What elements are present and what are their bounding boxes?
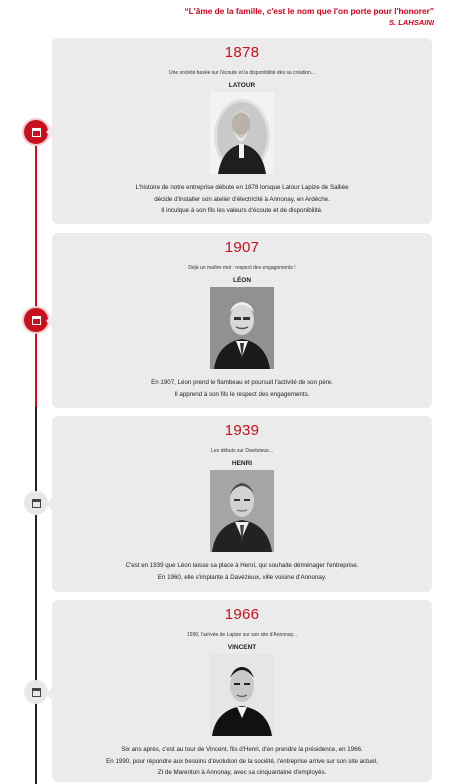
portrait-vincent (210, 654, 274, 736)
calendar-icon (32, 499, 41, 508)
description-line: L'histoire de notre entreprise débute en 1878 lorsque Latour Lapize de Salliée (135, 184, 349, 191)
card-description (52, 377, 432, 400)
description-line: Il apprend à son fils le respect des engagements. (174, 390, 310, 398)
card-person-name: HENRI (231, 460, 253, 467)
quote-author: S. LAHSAINI (388, 18, 434, 27)
card-person-name: LÉON (232, 277, 252, 284)
description-line: ZI de Marenton à Annonay, avec sa cinquantaine d'employés. (157, 769, 327, 776)
card-year: 1907 (224, 239, 260, 256)
header-quote (54, 6, 434, 28)
timeline-marker-1966 (24, 680, 48, 704)
card-description (52, 182, 432, 217)
calendar-icon (32, 688, 41, 697)
card-person-name: LATOUR (228, 82, 256, 89)
timeline-marker-1907 (24, 308, 48, 332)
description-line: C'est en 1939 que Léon laisse sa place à Henri, qui souhaite déménager l'entreprise. (125, 562, 359, 569)
timeline-card-1907 (52, 233, 432, 408)
timeline-card-1878 (52, 38, 432, 224)
card-description (52, 560, 432, 583)
card-tagline: Les débuts sur Davézieux... (211, 448, 273, 454)
timeline-marker-1939 (24, 491, 48, 515)
card-tagline: Déjà un maître-mot : respect des engagements ! (188, 265, 296, 271)
card-person-name: VINCENT (227, 644, 257, 651)
description-line: En 1907, Léon prend le flambeau et poursuit l'activité de son père. (151, 379, 333, 386)
timeline-line (35, 407, 37, 784)
description-line: En 1960, elle s'implante à Davézieux, ville voisine d'Annonay. (157, 573, 327, 581)
description-line: décide d'installer son atelier d'électricité à Annonay, en Ardèche. (154, 195, 330, 203)
timeline-line-active (35, 132, 37, 407)
card-year: 1878 (224, 44, 260, 61)
card-tagline: 1990, l'arrivée de Lapize sur son site d'Annonay... (187, 632, 297, 638)
description-line: Il inculque à son fils les valeurs d'écoute et de disponibilité. (161, 207, 323, 214)
description-line: En 1990, pour répondre aux besoins d'évolution de la société, l'entreprise arrive sur son site actuel, (106, 757, 378, 765)
calendar-icon (32, 128, 41, 137)
portrait-leon (210, 287, 274, 369)
description-line: Six ans après, c'est au tour de Vincent, fils d'Henri, d'en prendre la présidence, en 1966. (121, 746, 363, 753)
quote-text: “L'âme de la famille, c'est le nom que l'on porte pour l'honorer” (184, 6, 434, 16)
timeline-card-1939 (52, 416, 432, 592)
portrait-henri (210, 470, 274, 552)
card-year: 1939 (224, 422, 260, 439)
card-year: 1966 (224, 606, 260, 623)
card-description (52, 744, 432, 779)
card-tagline: Une société basée sur l'écoute et la disponibilité dès sa création... (168, 70, 316, 76)
calendar-icon (32, 316, 41, 325)
timeline-marker-1878 (24, 120, 48, 144)
timeline-card-1966 (52, 600, 432, 782)
portrait-latour (210, 92, 274, 174)
